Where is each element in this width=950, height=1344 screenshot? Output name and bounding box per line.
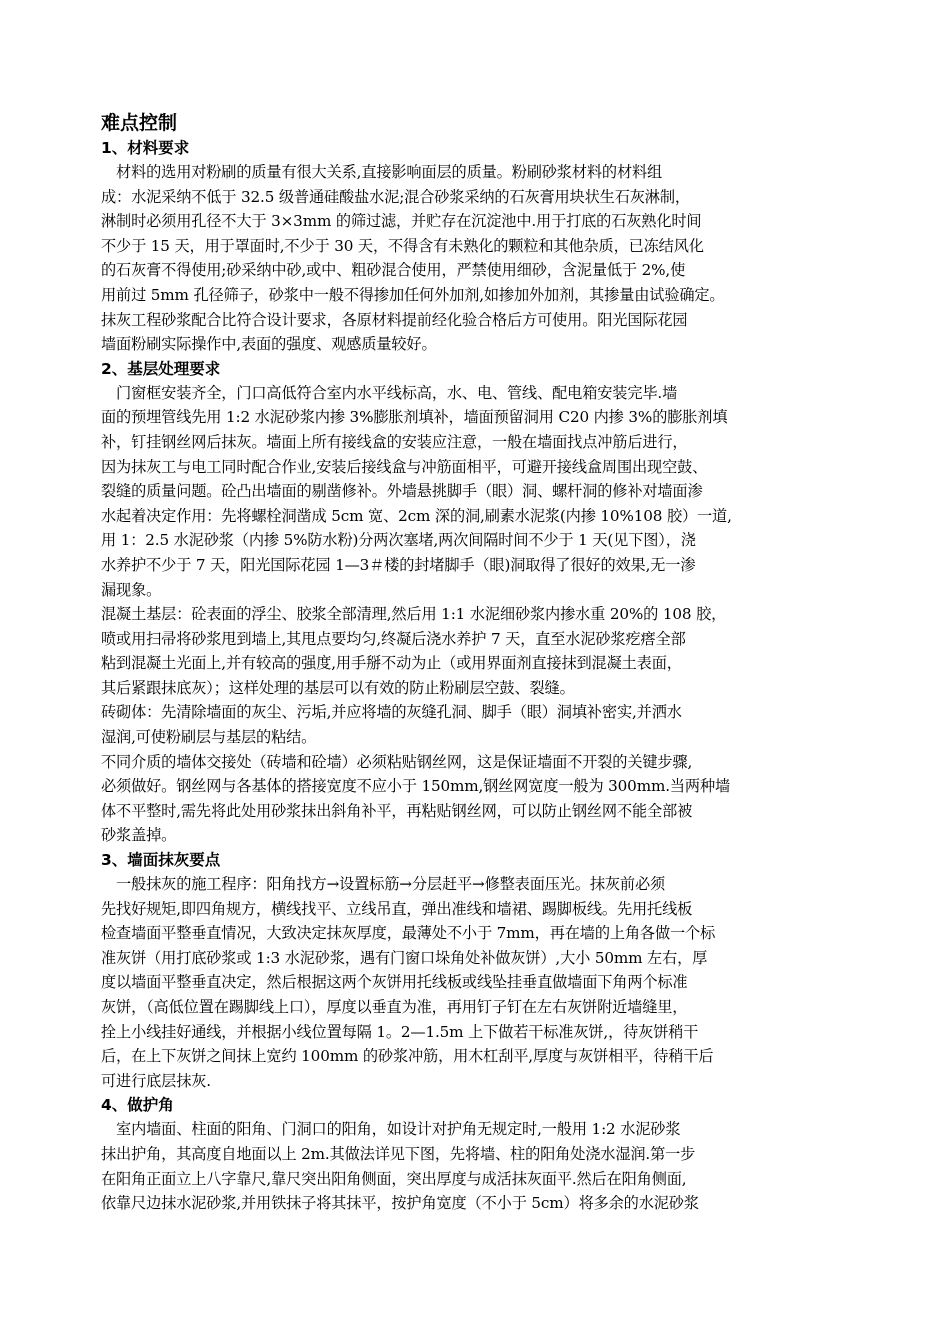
paragraph-line: 粘到混凝土光面上,并有较高的强度,用手掰不动为止（或用界面剂直接抹到混凝土表面， <box>101 654 682 673</box>
paragraph-line: 依靠尺边抹水泥砂浆,并用铁抹子将其抹平，按护角宽度（不小于 5cm）将多余的水泥砂浆 <box>101 1194 699 1213</box>
paragraph-line: 灰饼，（高低位置在踢脚线上口），厚度以垂直为准，再用钉子钉在左右灰饼附近墙缝里， <box>101 998 688 1016</box>
paragraph-line: 面的预埋管线先用 1:2 水泥砂浆内掺 3%膨胀剂填补，墙面预留洞用 C20 内掺 3%的膨胀剂填 <box>101 408 728 427</box>
paragraph-line: 用 1：2.5 水泥砂浆（内掺 5%防水粉)分两次塞堵,两次间隔时间不少于 1 天(见下图），浇 <box>101 531 696 550</box>
body-paragraph <box>101 750 881 848</box>
paragraph-line: 可进行底层抹灰. <box>101 1071 211 1090</box>
paragraph-line: 室内墙面、柱面的阳角、门洞口的阳角，如设计对护角无规定时,一般用 1:2 水泥砂浆 <box>101 1120 681 1139</box>
body-paragraph <box>101 700 881 749</box>
body-paragraph <box>101 602 881 700</box>
paragraph-line: 裂缝的质量问题。砼凸出墙面的剔凿修补。外墙悬挑脚手（眼）洞、螺杆洞的修补对墙面渗 <box>101 482 703 501</box>
paragraph-line: 水起着决定作用：先将螺栓洞凿成 5cm 宽、2cm 深的洞,刷素水泥浆(内掺 10%108 胶）一道, <box>101 506 732 525</box>
paragraph-line: 成：水泥采纳不低于 32.5 级普通硅酸盐水泥;混合砂浆采纳的石灰膏用块状生石灰淋制， <box>101 187 690 206</box>
paragraph-line: 用前过 5mm 孔径筛子，砂浆中一般不得掺加任何外加剂,如掺加外加剂，其掺量由试验确定。 <box>101 285 725 304</box>
paragraph-line: 抹灰工程砂浆配合比符合设计要求，各原材料提前经化验合格后方可使用。阳光国际花园 <box>101 310 688 329</box>
section-heading: 2、基层处理要求 <box>101 359 221 378</box>
paragraph-line: 一般抹灰的施工程序：阳角找方→设置标筋→分层赶平→修整表面压光。抹灰前必须 <box>101 875 666 894</box>
section-heading: 4、做护角 <box>101 1096 174 1115</box>
body-paragraph <box>101 381 881 602</box>
body-paragraph <box>101 1117 881 1215</box>
paragraph-line: 墙面粉刷实际操作中,表面的强度、观感质量较好。 <box>101 335 437 354</box>
paragraph-line: 必须做好。钢丝网与各基体的搭接宽度不应小于 150mm,钢丝网宽度一般为 300mm.当两种墙 <box>101 777 731 796</box>
paragraph-line: 砖砌体：先清除墙面的灰尘、污垢,并应将墙的灰缝孔洞、脚手（眼）洞填补密实,并洒水 <box>101 703 682 722</box>
paragraph-line: 在阳角正面立上八字靠尺,靠尺突出阳角侧面，突出厚度与成活抹灰面平.然后在阳角侧面, <box>101 1169 687 1188</box>
paragraph-line: 材料的选用对粉刷的质量有很大关系,直接影响面层的质量。粉刷砂浆材料的材料组 <box>101 163 663 181</box>
section-heading: 3、墙面抹灰要点 <box>101 851 221 870</box>
paragraph-line: 其后紧跟抹底灰）；这样处理的基层可以有效的防止粉刷层空鼓、裂缝。 <box>101 678 575 697</box>
paragraph-line: 混凝土基层：砼表面的浮尘、胶浆全部清理,然后用 1:1 水泥细砂浆内掺水重 20%的 108 胶， <box>101 605 727 624</box>
paragraph-line: 喷或用扫帚将砂浆甩到墙上,其甩点要均匀,终凝后浇水养护 7 天，直至水泥砂浆疙瘩全部 <box>101 629 686 648</box>
document-page <box>101 110 881 1216</box>
paragraph-line: 抹出护角，其高度自地面以上 2m.其做法详见下图，先将墙、柱的阳角处浇水湿润.第一步 <box>101 1144 696 1163</box>
paragraph-line: 不少于 15 天，用于罩面时,不少于 30 天，不得含有未熟化的颗粒和其他杂质，已冻结风化 <box>101 236 704 255</box>
paragraph-line: 准灰饼（用打底砂浆或 1:3 水泥砂浆，遇有门窗口垛角处补做灰饼）,大小 50mm 左右，厚 <box>101 948 708 967</box>
document-title: 难点控制 <box>101 112 178 134</box>
paragraph-line: 不同介质的墙体交接处（砖墙和砼墙）必须粘贴钢丝网，这是保证墙面不开裂的关键步骤, <box>101 752 693 771</box>
paragraph-line: 的石灰膏不得使用;砂采纳中砂,或中、粗砂混合使用，严禁使用细砂，含泥量低于 2%,使 <box>101 261 686 280</box>
paragraph-line: 度以墙面平整垂直决定，然后根据这两个灰饼用托线板或线坠挂垂直做墙面下角两个标准 <box>101 973 688 992</box>
body-paragraph <box>101 872 881 1093</box>
document-body <box>101 136 881 1216</box>
paragraph-line: 拴上小线挂好通线，并根据小线位置每隔 1。2—1.5m 上下做若干标准灰饼,，待灰饼稍干 <box>101 1022 699 1041</box>
paragraph-line: 门窗框安装齐全，门口高低符合室内水平线标高，水、电、管线、配电箱安装完毕.墙 <box>101 383 678 402</box>
paragraph-line: 因为抹灰工与电工同时配合作业,安装后接线盒与冲筋面相平，可避开接线盒周围出现空鼓、 <box>101 457 708 476</box>
paragraph-line: 砂浆盖掉。 <box>101 826 177 845</box>
paragraph-line: 漏现象。 <box>101 580 162 599</box>
paragraph-line: 补，钉挂钢丝网后抹灰。墙面上所有接线盒的安装应注意，一般在墙面找点冲筋后进行， <box>101 432 688 451</box>
paragraph-line: 检查墙面平整垂直情况，大致决定抹灰厚度，最薄处不小于 7mm，再在墙的上角各做一个标 <box>101 924 716 943</box>
paragraph-line: 后，在上下灰饼之间抹上宽约 100mm 的砂浆冲筋，用木杠刮平,厚度与灰饼相平，待稍干后 <box>101 1047 714 1066</box>
paragraph-line: 湿润,可使粉刷层与基层的粘结。 <box>101 728 317 747</box>
body-paragraph <box>101 160 881 357</box>
paragraph-line: 体不平整时,需先将此处用砂浆抹出斜角补平，再粘贴钢丝网，可以防止钢丝网不能全部被 <box>101 801 693 820</box>
paragraph-line: 先找好规矩,即四角规方，横线找平、立线吊直，弹出准线和墙裙、踢脚板线。先用托线板 <box>101 899 693 918</box>
paragraph-line: 淋制时必须用孔径不大于 3×3mm 的筛过滤，并贮存在沉淀池中.用于打底的石灰熟化时间 <box>101 212 702 231</box>
paragraph-line: 水养护不少于 7 天，阳光国际花园 1—3＃楼的封堵脚手（眼)洞取得了很好的效果,无一渗 <box>101 555 696 574</box>
section-heading: 1、材料要求 <box>101 139 190 157</box>
